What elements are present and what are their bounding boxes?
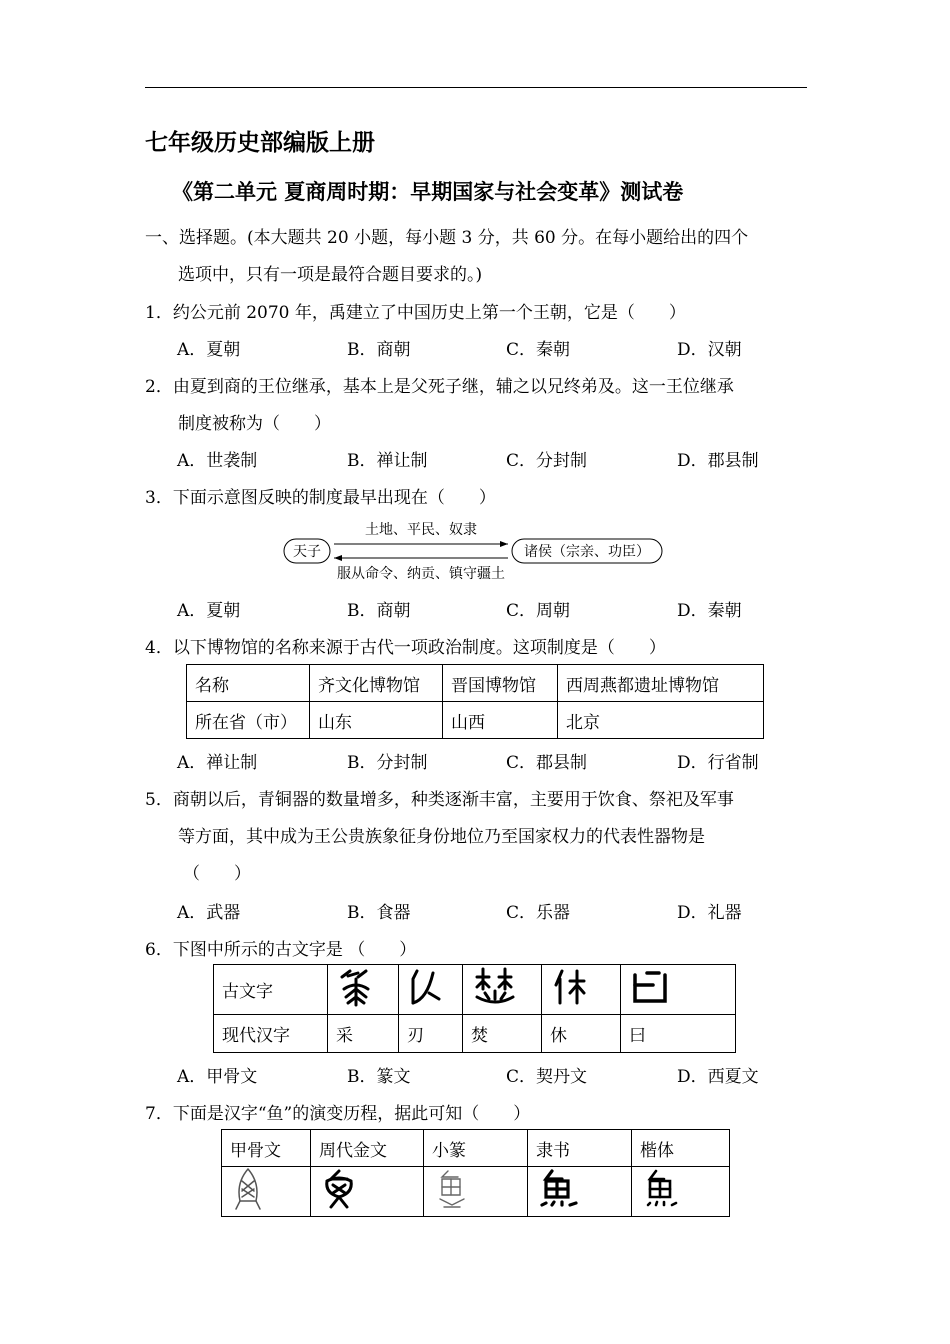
clerical-fish-icon — [536, 1167, 582, 1211]
table-cell: 所在省（市） — [187, 702, 310, 739]
option-a[interactable]: A．世袭制 — [177, 451, 258, 471]
option-c[interactable]: C．周朝 — [506, 601, 571, 621]
diagram-bottom-label: 服从命令、纳贡、镇守疆土 — [337, 566, 505, 582]
table-cell — [222, 1167, 311, 1217]
table-cell — [632, 1167, 730, 1217]
option-b[interactable]: B．篆文 — [347, 1067, 411, 1087]
question-3-stem: 3．下面示意图反映的制度最早出现在（ ） — [145, 488, 496, 508]
table-cell: 隶书 — [528, 1130, 632, 1167]
table-row — [214, 1015, 736, 1053]
option-a[interactable]: A．夏朝 — [177, 601, 241, 621]
option-c[interactable]: C．秦朝 — [506, 340, 571, 360]
option-b[interactable]: B．商朝 — [347, 601, 411, 621]
enfeoffment-diagram — [280, 515, 670, 587]
diagram-right-label: 诸侯（宗亲、功臣） — [524, 544, 650, 560]
table-cell: 采 — [328, 1015, 399, 1053]
question-4-stem: 4．以下博物馆的名称来源于古代一项政治制度。这项制度是（ ） — [145, 638, 666, 658]
museum-table — [186, 664, 764, 739]
table-cell: 周代金文 — [311, 1130, 424, 1167]
bronze-fish-icon — [319, 1167, 359, 1211]
question-5-stem-cont: （ ） — [183, 864, 251, 884]
table-row — [214, 965, 736, 1015]
option-d[interactable]: D．汉朝 — [677, 340, 742, 360]
option-c[interactable]: C．分封制 — [506, 451, 588, 471]
option-a[interactable]: A．夏朝 — [177, 340, 241, 360]
table-cell: 甲骨文 — [222, 1130, 311, 1167]
option-c[interactable]: C．郡县制 — [506, 753, 588, 773]
table-cell: 现代汉字 — [214, 1015, 328, 1053]
page-title: 七年级历史部编版上册 — [145, 130, 375, 156]
option-d[interactable]: D．西夏文 — [677, 1067, 759, 1087]
question-5-stem-cont: 等方面，其中成为王公贵族象征身份地位乃至国家权力的代表性器物是 — [178, 827, 705, 847]
table-cell — [311, 1167, 424, 1217]
section-instruction-cont: 选项中，只有一项是最符合题目要求的。) — [178, 265, 483, 285]
regular-fish-icon — [640, 1167, 682, 1211]
option-c[interactable]: C．契丹文 — [506, 1067, 588, 1087]
table-cell: 古文字 — [214, 965, 328, 1015]
table-cell: 焚 — [463, 1015, 542, 1053]
option-d[interactable]: D．行省制 — [677, 753, 759, 773]
table-row — [187, 665, 764, 702]
table-cell: 齐文化博物馆 — [310, 665, 443, 702]
option-a[interactable]: A．武器 — [177, 903, 241, 923]
diagram-left-label: 天子 — [293, 544, 321, 560]
option-c[interactable]: C．乐器 — [506, 903, 571, 923]
page-subtitle: 《第二单元 夏商周时期：早期国家与社会变革》测试卷 — [172, 180, 684, 204]
table-cell — [621, 965, 736, 1015]
question-7-stem: 7．下面是汉字“鱼”的演变历程，据此可知（ ） — [145, 1104, 531, 1124]
table-cell: 北京 — [558, 702, 764, 739]
table-cell: 山西 — [443, 702, 558, 739]
fish-evolution-table — [221, 1129, 730, 1217]
table-row — [222, 1130, 730, 1167]
table-cell: 楷体 — [632, 1130, 730, 1167]
table-cell — [463, 965, 542, 1015]
table-cell: 名称 — [187, 665, 310, 702]
ren-glyph-icon — [407, 967, 447, 1007]
question-6-stem: 6．下图中所示的古文字是 （ ） — [145, 940, 417, 960]
xiu-glyph-icon — [550, 967, 590, 1007]
table-cell: 小篆 — [424, 1130, 528, 1167]
option-a[interactable]: A．禅让制 — [177, 753, 258, 773]
table-cell: 晋国博物馆 — [443, 665, 558, 702]
fen-glyph-icon — [471, 967, 519, 1007]
table-cell — [542, 965, 621, 1015]
table-cell — [528, 1167, 632, 1217]
option-b[interactable]: B．商朝 — [347, 340, 411, 360]
table-cell — [328, 965, 399, 1015]
yue-glyph-icon — [629, 967, 673, 1007]
table-cell — [424, 1167, 528, 1217]
ancient-script-table — [213, 964, 736, 1053]
question-1-stem: 1．约公元前 2070 年，禹建立了中国历史上第一个王朝，它是（ ） — [145, 303, 686, 323]
option-b[interactable]: B．禅让制 — [347, 451, 428, 471]
table-cell: 刃 — [399, 1015, 463, 1053]
cai-glyph-icon — [336, 967, 376, 1007]
table-cell — [399, 965, 463, 1015]
seal-fish-icon — [432, 1167, 472, 1211]
oracle-fish-icon — [230, 1167, 266, 1211]
option-d[interactable]: D．郡县制 — [677, 451, 759, 471]
question-5-stem: 5．商朝以后，青铜器的数量增多，种类逐渐丰富，主要用于饮食、祭祀及军事 — [145, 790, 734, 810]
option-b[interactable]: B．分封制 — [347, 753, 428, 773]
table-cell: 西周燕都遗址博物馆 — [558, 665, 764, 702]
option-a[interactable]: A．甲骨文 — [177, 1067, 258, 1087]
header-rule — [145, 87, 807, 88]
table-row — [187, 702, 764, 739]
table-cell: 休 — [542, 1015, 621, 1053]
table-row — [222, 1167, 730, 1217]
question-2-stem-cont: 制度被称为（ ） — [178, 414, 331, 434]
option-d[interactable]: D．礼器 — [677, 903, 742, 923]
section-instruction: 一、选择题。(本大题共 20 小题，每小题 3 分，共 60 分。在每小题给出的四个 — [145, 228, 749, 248]
question-2-stem: 2．由夏到商的王位继承，基本上是父死子继，辅之以兄终弟及。这一王位继承 — [145, 377, 734, 397]
diagram-top-label: 土地、平民、奴隶 — [365, 522, 477, 538]
option-d[interactable]: D．秦朝 — [677, 601, 742, 621]
table-cell: 曰 — [621, 1015, 736, 1053]
option-b[interactable]: B．食器 — [347, 903, 411, 923]
table-cell: 山东 — [310, 702, 443, 739]
